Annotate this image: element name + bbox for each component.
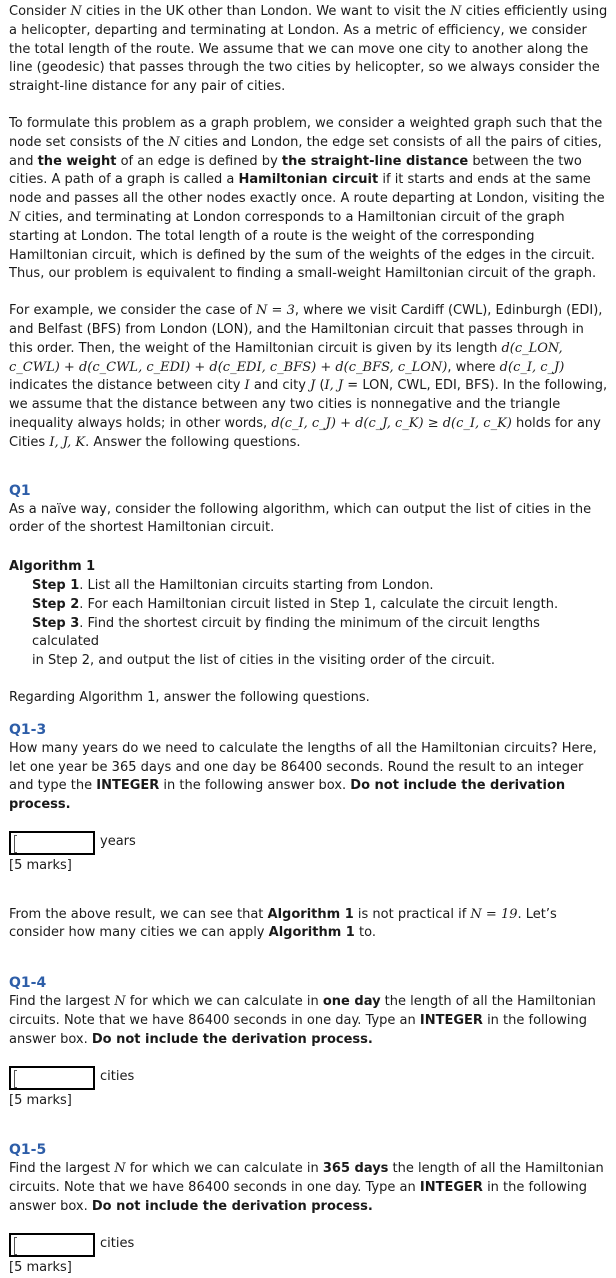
algorithm-step-3: Step 3. Find the shortest circuit by finding the minimum of the circuit lengths calculated <box>32 615 540 650</box>
algorithm-title: Algorithm 1 <box>9 559 96 575</box>
q1-5-block <box>9 1140 608 1277</box>
q1-text: As a naïve way, consider the following algorithm, which can output the list of cities in the order of the shortest Hamiltonian circuit. <box>9 501 592 536</box>
algorithm-step-1: Step 1. List all the Hamiltonian circuits starting from London. <box>32 577 434 593</box>
q1-4-text: Find the largest N for which we can calculate in one day the length of all the Hamiltonian circuits. Note that we have 86400 seconds in one day. Type an INTEGER in the following answer box. Do not include the derivation process. <box>9 994 596 1047</box>
between-text: From the above result, we can see that Algorithm 1 is not practical if N = 19. Let’s consider how many cities we can apply Algorithm 1 to. <box>9 906 557 941</box>
q1-4-block <box>9 973 608 1110</box>
q1-5-heading: Q1-5 <box>9 1142 47 1159</box>
q1-4-answer-row <box>9 1066 608 1090</box>
intro-paragraph-2: To formulate this problem as a graph problem, we consider a weighted graph such that the node set consists of the N cities and London, the edge set consists of all the pairs of cities, and the weight of an edge is defined by the straight-line distance between the two cities. A path of a graph is called a Hamiltonian circuit if it starts and ends at the same node and passes all the other nodes exactly once. A route departing at London, visiting the N cities, and terminating at London corresponds to a Hamiltonian circuit of the graph starting at London. The total length of a route is the weight of the corresponding Hamiltonian circuit, which is defined by the sum of the weights of the edges in the circuit. Thus, our problem is equivalent to finding a small-weight Hamiltonian circuit of the graph. <box>9 115 605 282</box>
q1-5-unit: cities <box>100 1236 135 1252</box>
algorithm-step-2: Step 2. For each Hamiltonian circuit listed in Step 1, calculate the circuit length. <box>32 596 559 612</box>
q1-3-heading: Q1-3 <box>9 721 47 738</box>
q1-4-answer-input[interactable] <box>9 1066 95 1090</box>
q1-3-marks: [5 marks] <box>9 857 72 873</box>
q1-4-unit: cities <box>100 1069 135 1085</box>
q1-3-answer-input[interactable] <box>9 831 95 855</box>
q1-5-answer-row <box>9 1233 608 1257</box>
text-cursor-icon <box>14 835 17 853</box>
q1-3-answer-row <box>9 831 608 855</box>
q1-4-marks: [5 marks] <box>9 1092 72 1108</box>
algorithm-block <box>9 558 608 671</box>
intro-paragraph-1: Consider N cities in the UK other than London. We want to visit the N cities efficiently using a helicopter, departing and terminating at London. As a metric of efficiency, we consider the total length of the route. We assume that we can move one city to another along the line (geodesic) that passes through the two cities by helicopter, so we always consider the straight-line distance for any pair of cities. <box>9 4 608 95</box>
q1-4-heading: Q1-4 <box>9 975 47 992</box>
q1-5-marks: [5 marks] <box>9 1259 72 1275</box>
q1-5-answer-input[interactable] <box>9 1233 95 1257</box>
q1-5-text: Find the largest N for which we can calculate in 365 days the length of all the Hamiltonian circuits. Note that we have 86400 seconds in one day. Type an INTEGER in the following answer box. Do not include the derivation process. <box>9 1161 604 1215</box>
q1-3-block <box>9 720 608 876</box>
q1-3-text: How many years do we need to calculate the lengths of all the Hamiltonian circuits? Here, let one year be 365 days and one day be 86400 seconds. Round the result to an integer and type the INTEGER in the following answer box. Do not include the derivation process. <box>9 740 597 813</box>
q1-3-unit: years <box>100 834 136 850</box>
text-cursor-icon <box>14 1070 17 1088</box>
q1-heading: Q1 <box>9 482 31 499</box>
intro-paragraph-3: For example, we consider the case of N = 3, where we visit Cardiff (CWL), Edinburgh (EDI), and Belfast (BFS) from London (LON), and the Hamiltonian circuit that passes through in this order. Then, the weight of the Hamiltonian circuit is given by its length d(c_LON, c_CWL) + d(c_CWL, c_EDI) + d(c_EDI, c_BFS) + d(c_BFS, c_LON), where d(c_I, c_J) indicates the distance between city I and city J (I, J = LON, CWL, EDI, BFS). In the following, we assume that the distance between any two cities is nonnegative and the triangle inequality always holds; in other words, d(c_I, c_J) + d(c_J, c_K) ≥ d(c_I, c_K) holds for any Cities I, J, K. Answer the following questions. <box>9 303 608 450</box>
text-cursor-icon <box>14 1237 17 1255</box>
algorithm-step-3-continued: in Step 2, and output the list of cities in the visiting order of the circuit. <box>32 653 496 669</box>
regarding-text: Regarding Algorithm 1, answer the following questions. <box>9 689 370 705</box>
